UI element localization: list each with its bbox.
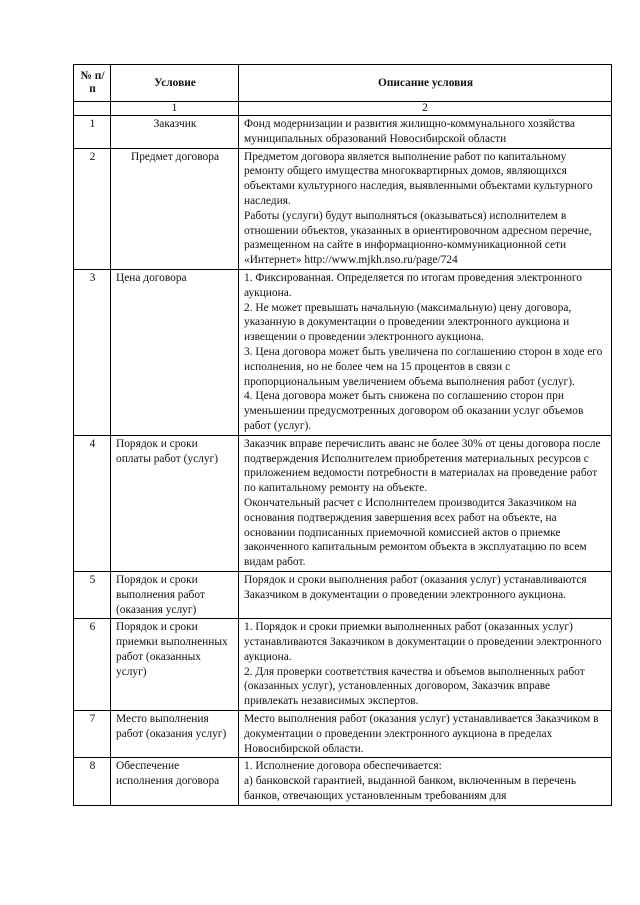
column-number-row bbox=[74, 102, 612, 116]
row-description bbox=[239, 571, 612, 618]
row-number: 1 bbox=[74, 116, 111, 149]
description-paragraph: 2. Не может превышать начальную (максимальную) цену договора, указанную в документации о проведении электронного аукциона и извещении о проведении электронного аукциона. bbox=[244, 301, 572, 344]
table-row bbox=[74, 269, 612, 435]
description-paragraph: Порядок и сроки выполнения работ (оказания услуг) устанавливаются Заказчиком в документации о проведении электронного аукциона. bbox=[244, 573, 587, 601]
row-condition: Предмет договора bbox=[111, 148, 239, 269]
table-row bbox=[74, 571, 612, 618]
table-row bbox=[74, 148, 612, 269]
column-number-2: 2 bbox=[239, 102, 612, 116]
description-paragraph: 1. Порядок и сроки приемки выполненных работ (оказанных услуг) устанавливаются Заказчиком в документации о проведении электронного аукциона. bbox=[244, 621, 602, 663]
row-condition: Порядок и сроки оплаты работ (услуг) bbox=[111, 435, 239, 571]
table-row bbox=[74, 619, 612, 711]
column-number-1: 1 bbox=[111, 102, 239, 116]
row-number: 4 bbox=[74, 435, 111, 571]
row-condition: Порядок и сроки приемки выполненных работ (оказанных услуг) bbox=[111, 619, 239, 711]
description-paragraph: 1. Фиксированная. Определяется по итогам проведения электронного аукциона. bbox=[244, 271, 582, 299]
description-paragraph: а) банковской гарантией, выданной банком, включенным в перечень банков, отвечающих установленным требованиям для bbox=[244, 775, 577, 803]
row-number: 2 bbox=[74, 148, 111, 269]
row-description bbox=[239, 116, 612, 149]
row-number: 5 bbox=[74, 571, 111, 618]
row-description bbox=[239, 148, 612, 269]
row-condition: Цена договора bbox=[111, 269, 239, 435]
table-body bbox=[74, 116, 612, 806]
description-paragraph: Заказчик вправе перечислить аванс не более 30% от цены договора после подтверждения Исполнителем приобретения материальных ресурсов с приложением ведомости потребности в материалах на проведение работ по капитальному ремонту на объекте. bbox=[244, 437, 601, 495]
row-condition: Заказчик bbox=[111, 116, 239, 149]
description-paragraph: Работы (услуги) будут выполняться (оказываться) исполнителем в отношении объектов, указанных в ориентировочном адресном перечне, размещенном на сайте в информационно-коммуникационной сети «Интернет» http://www.mjkh.nso.ru/page/724 bbox=[244, 209, 592, 267]
contract-conditions-table bbox=[73, 64, 612, 806]
row-number: 6 bbox=[74, 619, 111, 711]
row-description bbox=[239, 619, 612, 711]
row-condition: Обеспечение исполнения договора bbox=[111, 758, 239, 805]
description-paragraph: 2. Для проверки соответствия качества и объемов выполненных работ (оказанных услуг), установленных договором, Заказчик вправе привлекать независимых экспертов. bbox=[244, 665, 585, 708]
row-description bbox=[239, 435, 612, 571]
row-number: 3 bbox=[74, 269, 111, 435]
header-description: Описание условия bbox=[239, 65, 612, 102]
row-number: 7 bbox=[74, 711, 111, 758]
table-row bbox=[74, 435, 612, 571]
description-paragraph: 4. Цена договора может быть снижена по соглашению сторон при уменьшении предусмотренных договором об оказании услуг объемов работ (услуг). bbox=[244, 390, 584, 432]
description-paragraph: 3. Цена договора может быть увеличена по соглашению сторон в ходе его исполнения, но не более чем на 15 процентов в связи с пропорциональным увеличением объема выполнения работ (услуг). bbox=[244, 345, 603, 388]
row-description bbox=[239, 269, 612, 435]
table-row bbox=[74, 116, 612, 149]
description-paragraph: Место выполнения работ (оказания услуг) устанавливается Заказчиком в документации о проведении электронного аукциона в пределах Новосибирской области. bbox=[244, 713, 599, 755]
table-row bbox=[74, 758, 612, 805]
description-paragraph: 1. Исполнение договора обеспечивается: bbox=[244, 760, 442, 773]
column-number-empty bbox=[74, 102, 111, 116]
row-number: 8 bbox=[74, 758, 111, 805]
row-description bbox=[239, 711, 612, 758]
row-condition: Место выполнения работ (оказания услуг) bbox=[111, 711, 239, 758]
description-paragraph: Окончательный расчет с Исполнителем производится Заказчиком на основания подтверждения завершения всех работ на объекте, на основании подписанных приемочной комиссией актов о приемке законченного капитальным ремонтом объекта в эксплуатацию по всем видам работ. bbox=[244, 496, 587, 569]
description-paragraph: Предметом договора является выполнение работ по капитальному ремонту общего имущества многоквартирных домов, являющихся объектами культурного наследия, выявленными объектами культурного наследия. bbox=[244, 150, 593, 207]
row-description bbox=[239, 758, 612, 805]
description-paragraph: Фонд модернизации и развития жилищно-коммунального хозяйства муниципальных образований Новосибирской области bbox=[244, 118, 575, 145]
header-num: № п/п bbox=[74, 65, 111, 102]
header-row bbox=[74, 65, 612, 102]
header-condition: Условие bbox=[111, 65, 239, 102]
table-row bbox=[74, 711, 612, 758]
row-condition: Порядок и сроки выполнения работ (оказания услуг) bbox=[111, 571, 239, 618]
